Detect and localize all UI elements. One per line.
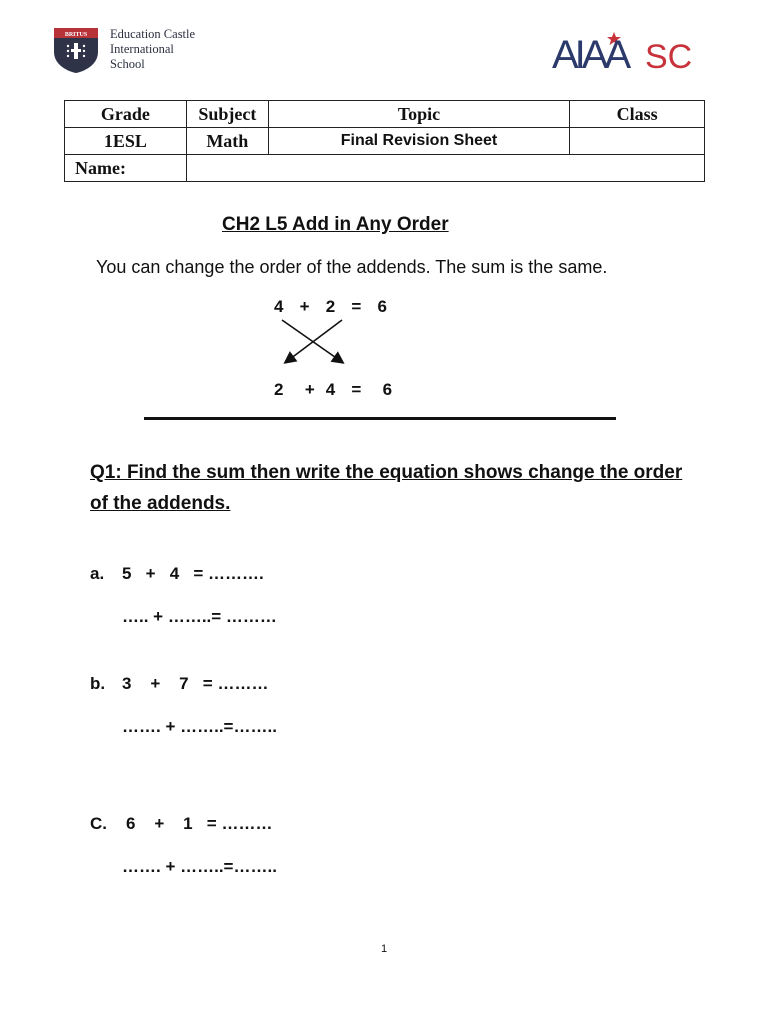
school-shield-icon bbox=[52, 26, 100, 74]
lesson-title: CH2 L5 Add in Any Order bbox=[222, 214, 449, 235]
class-value[interactable] bbox=[570, 128, 705, 155]
school-logo bbox=[52, 26, 252, 76]
lesson-rule: You can change the order of the addends. The sum is the same. bbox=[96, 257, 608, 277]
item-b-equation: 3 + 7 = ……… bbox=[122, 674, 269, 693]
name-label: Name: bbox=[65, 155, 187, 182]
example-top-equation: 4 + 2 = 6 bbox=[274, 297, 388, 316]
swap-arrows-icon bbox=[278, 316, 350, 370]
partner-logo-text-1: AIAA bbox=[552, 33, 628, 74]
page-number: 1 bbox=[380, 943, 388, 955]
school-name-line-1: Education Castle bbox=[110, 27, 196, 41]
info-table-row bbox=[65, 128, 705, 155]
item-b-label: b. bbox=[90, 674, 106, 693]
shield-label: BRITUS bbox=[64, 32, 88, 38]
item-a-blank[interactable]: ….. + ……..= ……… bbox=[122, 607, 277, 626]
partner-logo bbox=[552, 26, 702, 74]
item-c-blank[interactable]: ……. + ……..=…….. bbox=[122, 857, 277, 876]
school-name-line-3: School bbox=[110, 57, 145, 71]
example-bottom-equation: 2 + 4 = 6 bbox=[274, 380, 393, 399]
header-topic: Topic bbox=[268, 101, 569, 128]
school-name-line-2: International bbox=[110, 42, 174, 56]
partner-logo-text-2: SC bbox=[645, 38, 693, 74]
item-b-blank[interactable]: ……. + ……..=…….. bbox=[122, 717, 277, 736]
info-table-name-row bbox=[65, 155, 705, 182]
name-field[interactable] bbox=[186, 155, 704, 182]
item-c-equation: 6 + 1 = ……… bbox=[126, 814, 273, 833]
item-a-equation: 5 + 4 = ………. bbox=[122, 564, 264, 583]
item-a-label: a. bbox=[90, 564, 105, 583]
school-name bbox=[110, 27, 195, 72]
topic-value: Final Revision Sheet bbox=[268, 128, 569, 155]
info-table bbox=[64, 100, 705, 182]
header-grade: Grade bbox=[65, 101, 187, 128]
subject-value: Math bbox=[186, 128, 268, 155]
question-title: Q1: Find the sum then write the equation shows change the order of the addends. bbox=[90, 462, 683, 514]
item-c-label: C. bbox=[90, 814, 107, 833]
header-class: Class bbox=[570, 101, 705, 128]
section-divider bbox=[144, 417, 616, 420]
header-subject: Subject bbox=[186, 101, 268, 128]
info-table-header-row bbox=[65, 101, 705, 128]
grade-value: 1ESL bbox=[65, 128, 187, 155]
partner-logo-wordmark bbox=[552, 26, 702, 74]
